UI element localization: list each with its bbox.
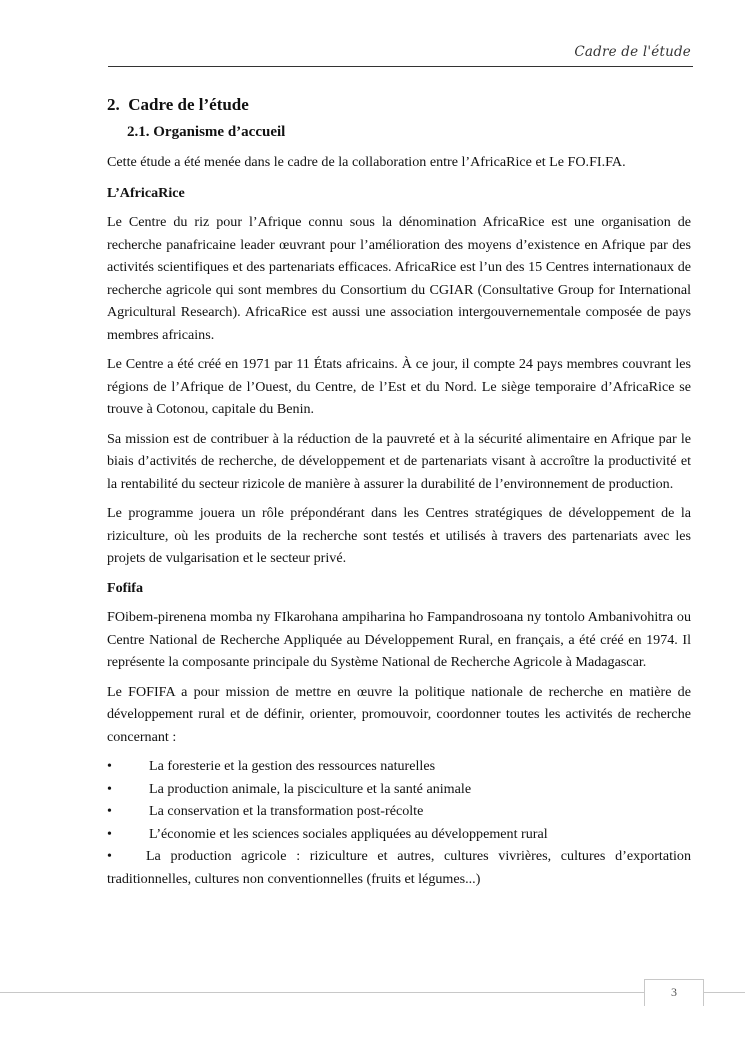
list-item-text: La production agricole : riziculture et autres, cultures vivrières, cultures d’exportation traditionnelles, cultures non conventionnelles (fruits et légumes...) <box>107 848 691 887</box>
africarice-paragraph: Le Centre du riz pour l’Afrique connu sous la dénomination AfricaRice est une organisation de recherche panafricaine leader œuvrant pour l’amélioration des moyens d’existence en Afrique par des activités scientifiques et des partenariats efficaces. AfricaRice est l’un des 15 Centres internationaux de recherche agricole qui sont membres du Consortium du CGIAR (Consultative Group for International Agricultural Research). AfricaRice est aussi une association intergouvernementale composée de pays membres africains. <box>107 214 691 343</box>
list-item-text: L’économie et les sciences sociales appliquées au développement rural <box>149 825 548 842</box>
africarice-heading: L’AfricaRice <box>107 184 185 201</box>
subsection-title: Organisme d’accueil <box>153 124 286 140</box>
list-item-text: La foresterie et la gestion des ressources naturelles <box>149 758 436 774</box>
bullet-icon: • <box>107 780 112 797</box>
running-header <box>108 42 693 67</box>
list-item <box>107 755 691 778</box>
subsection-heading <box>127 122 691 142</box>
research-areas-list <box>107 755 691 890</box>
africarice-paragraph: Le Centre a été créé en 1971 par 11 États africains. À ce jour, il compte 24 pays membres couvrant les régions de l’Afrique de l’Ouest, du Centre, de l’Est et du Nord. Le siège temporaire d’AfricaRice se trouve à Cotonou, capitale du Benin. <box>107 356 691 417</box>
africarice-paragraph: Le programme jouera un rôle prépondérant dans les Centres stratégiques de développement de la riziculture, où les produits de la recherche sont testés et utilisés à travers des partenariats avec les projets de vulgarisation et le secteur privé. <box>107 505 691 566</box>
list-item <box>107 800 691 823</box>
section-title: Cadre de l’étude <box>128 95 249 114</box>
fofifa-paragraph: FOibem-pirenena momba ny FIkarohana ampiharina ho Fampandrosoana ny tontolo Ambanivohitra ou Centre National de Recherche Appliquée au Développement Rural, en français, a été créé en 1974. Il représente la composante principale du Système National de Recherche Agricole à Madagascar. <box>107 609 691 670</box>
subsection-number: 2.1. <box>127 124 150 140</box>
fofifa-paragraph: Le FOFIFA a pour mission de mettre en œuvre la politique nationale de recherche en matière de développement rural et de définir, orienter, promouvoir, coordonner toutes les activités de recherche concernant : <box>107 683 691 745</box>
list-item <box>107 778 691 801</box>
page-content <box>107 94 691 890</box>
bullet-icon: • <box>107 758 112 774</box>
list-item-text: La conservation et la transformation post-récolte <box>149 803 424 819</box>
footer-rule <box>0 992 745 993</box>
section-heading <box>107 94 691 116</box>
list-item <box>107 845 691 890</box>
bullet-icon: • <box>107 825 112 842</box>
list-item-text: La production animale, la pisciculture et la santé animale <box>149 780 472 797</box>
section-number: 2. <box>107 95 120 114</box>
page-number: 3 <box>671 985 677 999</box>
bullet-icon: • <box>107 848 112 864</box>
page-number-box <box>644 979 704 1006</box>
running-header-title: Cadre de l'étude <box>574 44 691 60</box>
intro-paragraph: Cette étude a été menée dans le cadre de la collaboration entre l’AfricaRice et Le FO.FI.FA. <box>107 154 626 170</box>
fofifa-heading: Fofifa <box>107 579 144 596</box>
africarice-paragraph: Sa mission est de contribuer à la réduction de la pauvreté et à la sécurité alimentaire en Afrique par le biais d’activités de recherche, de développement et de partenariats visant à accroître la productivité et la rentabilité du secteur rizicole de manière à assurer la durabilité de l’environnement de production. <box>107 430 691 492</box>
list-item <box>107 823 691 846</box>
bullet-icon: • <box>107 803 112 819</box>
